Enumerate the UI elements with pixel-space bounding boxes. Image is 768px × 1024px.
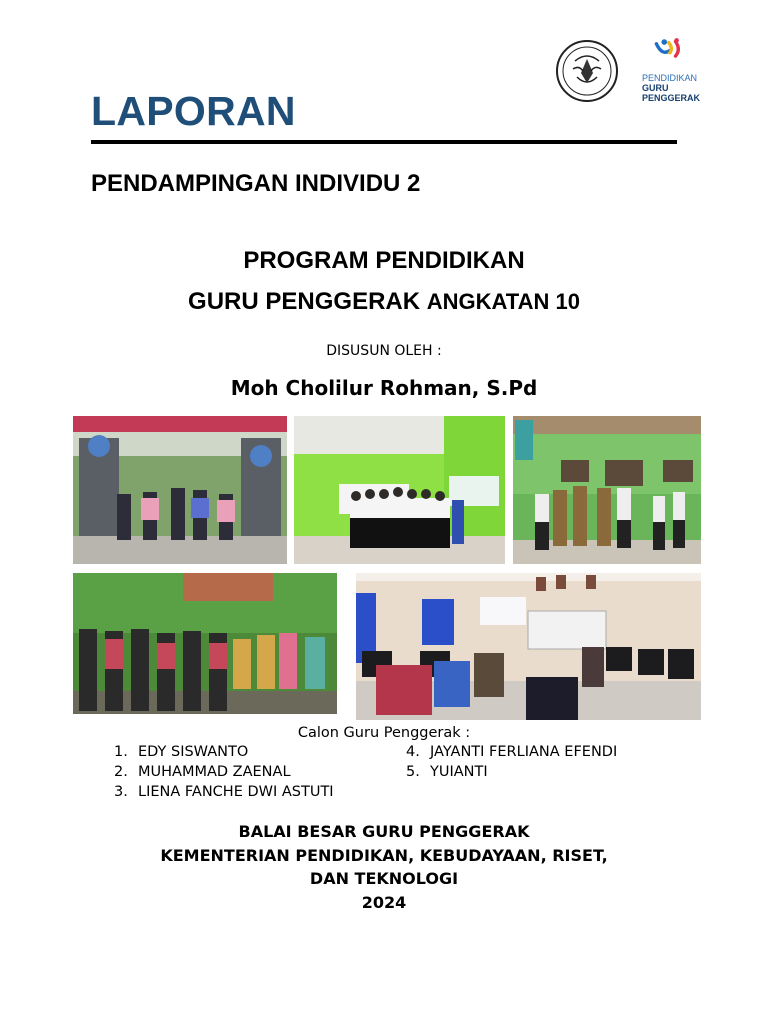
program-title-line1: PROGRAM PENDIDIKAN (243, 247, 525, 274)
page-subtitle: PENDAMPINGAN INDIVIDU 2 (91, 170, 421, 197)
footer-ministry-line1: KEMENTERIAN PENDIDIKAN, KEBUDAYAAN, RISET, (160, 846, 608, 865)
photo-computer-lab (356, 573, 701, 720)
page-title: LAPORAN (91, 88, 296, 134)
pgp-logo-line1: PENDIDIKAN (642, 73, 698, 83)
compiled-by-label: DISUSUN OLEH : (326, 343, 442, 359)
program-title-line2 (0, 288, 768, 316)
photo-school-building-group (513, 416, 701, 564)
candidates-heading: Calon Guru Penggerak : (297, 725, 471, 741)
photo-green-classroom-group (294, 416, 505, 564)
list-item: 5. YUIANTI (406, 764, 488, 780)
pgp-logo-line3: PENGGERAK (642, 93, 701, 103)
program-title-main: GURU PENGGERAK (188, 288, 421, 315)
photo-school-gate-group (73, 416, 287, 564)
photo-garden-group (73, 573, 337, 714)
footer-institution: BALAI BESAR GURU PENGGERAK (238, 822, 530, 841)
program-batch: ANGKATAN 10 (426, 289, 580, 314)
list-item: 2. MUHAMMAD ZAENAL (114, 764, 291, 780)
kemendikbud-logo-icon (555, 39, 619, 103)
footer-ministry-line2: DAN TEKNOLOGI (309, 869, 459, 888)
pgp-logo-line2: GURU (642, 83, 669, 93)
footer-year: 2024 (361, 893, 407, 912)
list-item: 1. EDY SISWANTO (114, 744, 249, 760)
list-item: 4. JAYANTI FERLIANA EFENDI (406, 744, 618, 760)
guru-penggerak-logo-icon (634, 37, 726, 101)
title-divider (91, 140, 677, 144)
list-item: 3. LIENA FANCHE DWI ASTUTI (114, 784, 334, 800)
author-name: Moh Cholilur Rohman, S.Pd (230, 376, 538, 400)
